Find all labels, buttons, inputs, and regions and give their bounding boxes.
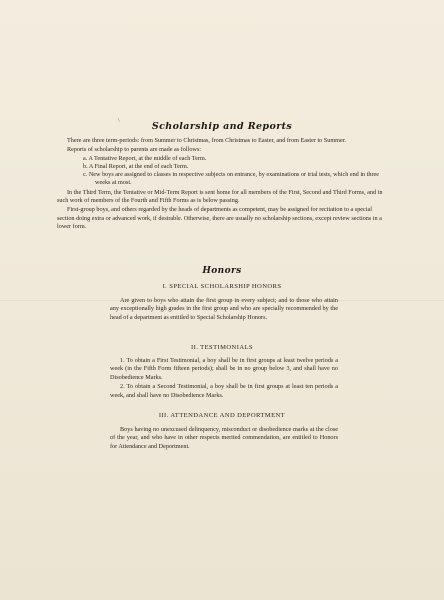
section-title-special-honors: I. SPECIAL SCHOLARSHIP HONORS (162, 283, 282, 290)
section-special-honors (110, 297, 338, 322)
attendance-text: Boys having no unexcused delinquency, misconduct or disobedience marks at the close of the year, and who have in other respects merited commendation, are entitled to Honors for Attendance and Deportment. (110, 426, 338, 450)
report-item-a: a. A Tentative Report, at the middle of each Term. (83, 154, 207, 162)
first-testimonial-text: 1. To obtain a First Testimonial, a boy shall be in first groups at least twelve periods a week (in the Fifth Form fifteen periods); shall be in no group below 3, and shall have no Disobedience Marks. (110, 357, 338, 381)
honors-heading: Honors (202, 266, 242, 276)
special-honors-text: Are given to boys who attain the first group in every subject; and to those who attain any exceptionally high grades in the first group and who are specially recommended by the head of a department as entitled to Special Scholarship Honors. (110, 297, 338, 321)
scholarship-heading: Scholarship and Reports (151, 121, 293, 132)
report-item-b: b. A Final Report, at the end of each Term. (83, 162, 189, 170)
section-title-testimonials: II. TESTIMONIALS (191, 344, 253, 351)
report-item-c: c. New boys are assigned to classes in respective subjects on entrance, by examinations or trial tests, which end in three weeks at most. (83, 171, 380, 187)
section-testimonials (110, 357, 338, 400)
scholarship-para-2: Reports of scholarship to parents are made as follows: (67, 146, 202, 154)
scholarship-body (57, 137, 391, 231)
section-attendance (110, 426, 338, 451)
section-title-attendance: III. ATTENDANCE AND DEPORTMENT (158, 412, 286, 419)
scholarship-para-3: In the Third Term, the Tentative or Mid-Term Report is sent home for all members of the First, Second and Third Forms, and in such work of members of the Fourth and Fifth Forms as is below passing. (57, 188, 383, 205)
tick-mark: \ (118, 118, 120, 124)
scholarship-para-1: There are three term-periods: from Summer to Christmas, from Christmas to Easter, and from Easter to Summer. (67, 137, 346, 144)
second-testimonial-text: 2. To obtain a Second Testimonial, a boy shall be in first groups at least ten periods a week, and shall have no Disobedience Marks. (110, 383, 338, 399)
scholarship-para-4: First-group boys, and others regarded by the heads of departments as competent, may be assigned for recitation to a special section doing extra or advanced work, if desirable. Otherwise, there are usually no scholarship sections, except review sections in a lower form. (57, 206, 382, 230)
